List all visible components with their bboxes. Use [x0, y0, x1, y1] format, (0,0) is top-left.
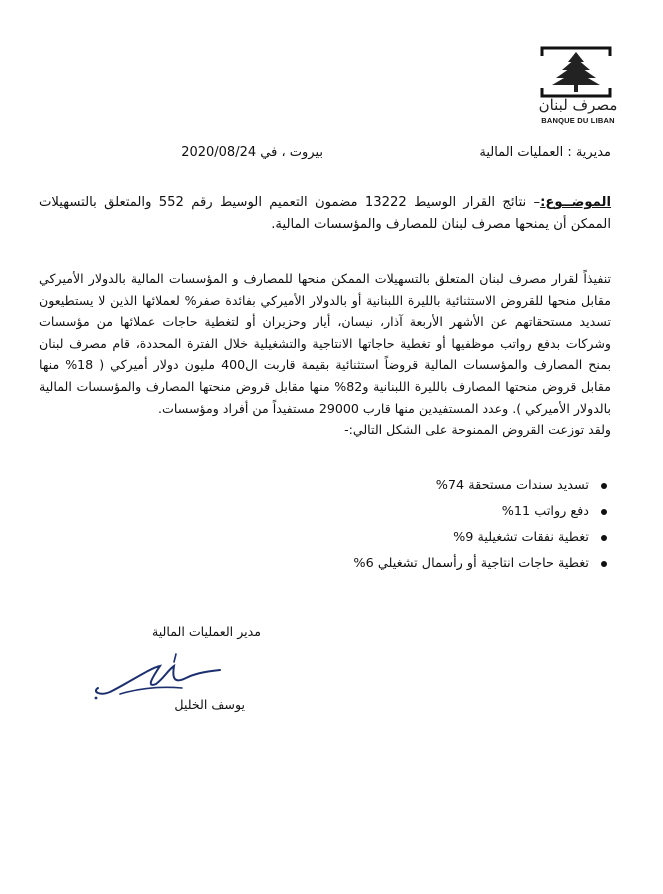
logo-arabic-name: مصرف لبنان [538, 96, 618, 114]
bank-logo [528, 44, 628, 126]
body-paragraph: تنفيذاً لقرار مصرف لبنان المتعلق بالتسهيلات الممكن منحها للمصارف و المؤسسات المالية بالدولار الأميركي مقابل منحها للقروض الاستثنائية بالليرة اللبنانية أو بالدولار الأميركي بفائدة صفر% لعملائها الذين لا يستطيعون تسديد مستحقاتهم عن الأشهر الأربعة آذار، نيسان، أيار وحزيران أو لتغطية حاجات عملائها من مؤسسات وشركات بدفع رواتب موظفيها أو تغطية حاجاتها الانتاجية والتشغيلية خلال الفترة المحددة، قام مصرف لبنان بمنح المصارف والمؤسسات المالية قروضاً استثنائية بقيمة قاربت ال400 مليون دولار أميركي ( 18% منها مقابل قروض منحتها المصارف بالليرة اللبنانية و82% منها مقابل قروض منحتها المصارف والمؤسسات المالية بالدولار الأميركي ). وعدد المستفيدين منها قارب 29000 مستفيداً من أفراد ومؤسسات. [39, 271, 612, 416]
subject-line [39, 192, 611, 236]
list-item: تغطية نفقات تشغيلية 9% [51, 526, 611, 550]
cedar-tree-icon [538, 44, 614, 100]
subject-text: – نتائج القرار الوسيط 13222 مضمون التعميم الوسيط رقم 552 والمتعلق بالتسهيلات الممكن أن يمنحها مصرف لبنان للمصارف والمؤسسات المالية. [39, 195, 611, 232]
distribution-intro: ولقد توزعت القروض الممنوحة على الشكل التالي:- [344, 422, 611, 438]
signatory-name: يوسف الخليل [174, 697, 245, 712]
date-line: بيروت ، في 2020/08/24 [181, 145, 323, 160]
logo-latin-name: BANQUE DU LIBAN [541, 116, 615, 125]
signatory-title: مدير العمليات المالية [151, 624, 261, 639]
list-item: دفع رواتب 11% [51, 500, 611, 524]
subject-label: الموضــوع: [540, 195, 611, 210]
list-item: تسديد سندات مستحقة 74% [51, 474, 611, 498]
distribution-list [51, 474, 611, 578]
list-item: تغطية حاجات انتاجية أو رأسمال تشغيلي 6% [51, 552, 611, 576]
department-line: مديرية : العمليات المالية [479, 145, 611, 160]
letter-body [39, 268, 611, 441]
